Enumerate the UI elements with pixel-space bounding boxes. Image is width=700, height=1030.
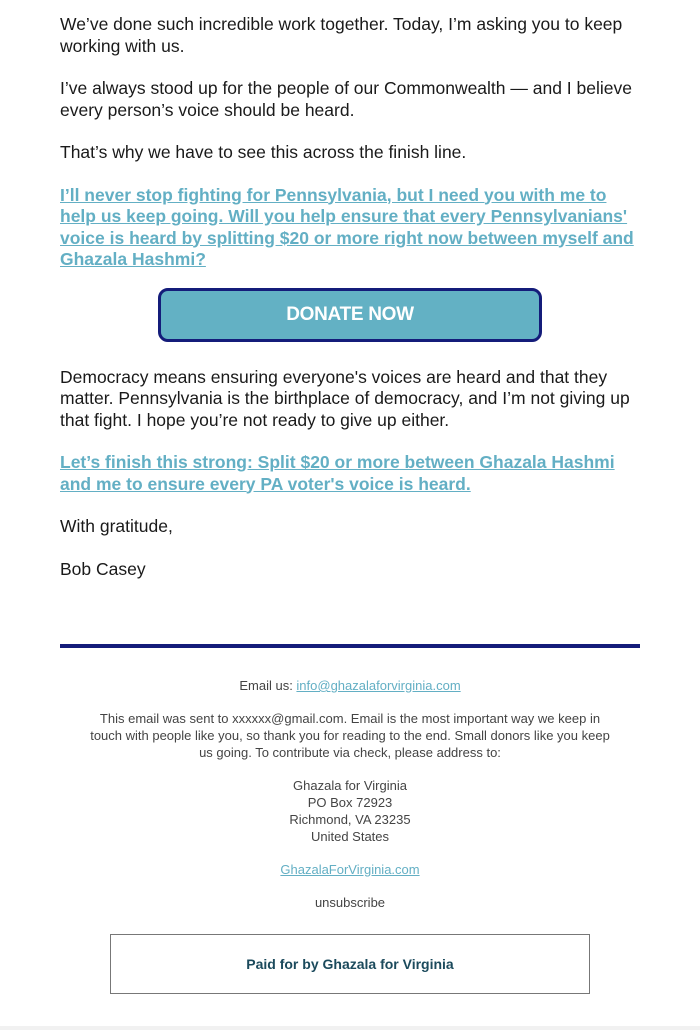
signature: Bob Casey: [60, 558, 146, 579]
donate-button-wrapper: [60, 288, 640, 342]
footer: [0, 678, 700, 928]
split-donation-link[interactable]: Let’s finish this strong: Split $20 or more between Ghazala Hashmi and me to ensure every PA voter's voice is heard.: [60, 452, 615, 494]
footer-email-line: [0, 678, 700, 695]
paragraph-commonwealth: I’ve always stood up for the people of our Commonwealth — and I believe every person’s voice should be heard.: [60, 78, 632, 120]
address-line-4: United States: [310, 828, 390, 844]
closing-text: With gratitude,: [60, 516, 173, 536]
paragraph-finish-line: That’s why we have to see this across the finish line.: [60, 142, 467, 162]
email-label: Email us:: [239, 678, 297, 693]
website-line: [0, 862, 700, 879]
bottom-edge: [0, 1026, 700, 1030]
website-link[interactable]: GhazalaForVirginia.com: [280, 861, 420, 877]
donate-appeal-link[interactable]: I’ll never stop fighting for Pennsylvania, but I need you with me to help us keep going. Will you help ensure that every Pennsylvanians' voice is heard by splitting $20 or more right now between myself and Ghazala Hashmi?: [60, 184, 634, 269]
paragraph-democracy: Democracy means ensuring everyone's voices are heard and that they matter. Pennsylvania is the birthplace of democracy, and I’m not giving up that fight. I hope you’re not ready to give up either.: [60, 366, 630, 430]
email-body: [60, 14, 640, 601]
footer-divider: [60, 644, 640, 648]
paid-for-disclaimer: Paid for by Ghazala for Virginia: [110, 934, 590, 994]
address-line-3: Richmond, VA 23235: [289, 811, 411, 827]
email-link[interactable]: info@ghazalaforvirginia.com: [296, 678, 461, 693]
donate-now-button[interactable]: DONATE NOW: [158, 288, 542, 342]
unsubscribe-link[interactable]: unsubscribe: [314, 895, 386, 911]
address-line-1: Ghazala for Virginia: [293, 778, 407, 794]
paragraph-intro: We’ve done such incredible work together. Today, I’m asking you to keep working with us.: [60, 14, 623, 56]
mailing-address: [0, 778, 700, 845]
footer-notice: This email was sent to xxxxxx@gmail.com. Email is the most important way we keep in touch with people like you, so thank you for reading to the end. Small donors like you keep us going. To contribute via check, please address to:: [90, 711, 610, 760]
address-line-2: PO Box 72923: [307, 794, 393, 810]
